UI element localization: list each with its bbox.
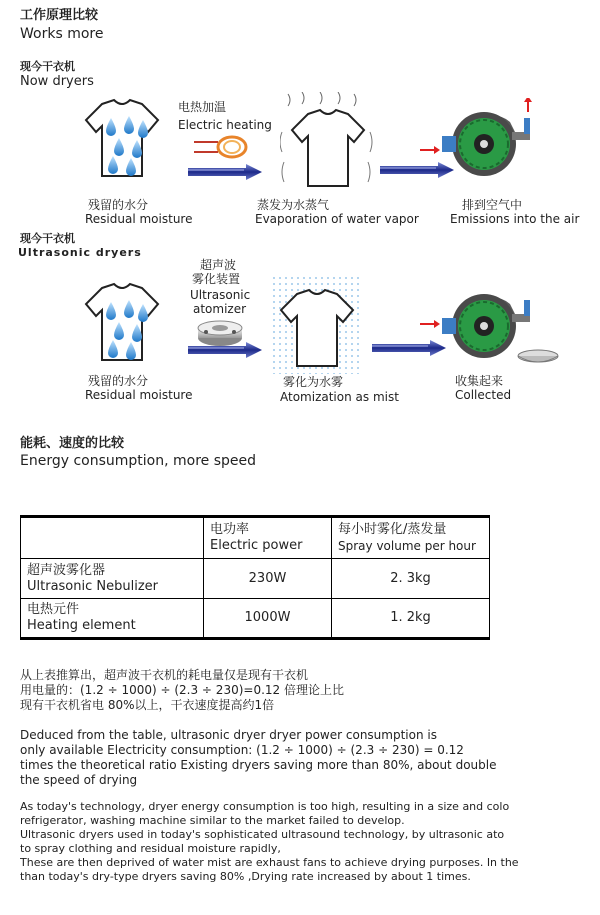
section1-title-en: Now dryers: [20, 74, 94, 89]
table-row: [21, 599, 490, 639]
description-line: to spray clothing and residual moisture rapidly,: [20, 842, 281, 855]
table-corner-cell: [21, 517, 204, 559]
row-power: 1000W: [204, 599, 332, 639]
conclusion-en-line: only available Electricity consumption: (1.2 ÷ 1000) ÷ (2.3 ÷ 230) = 0.12: [20, 743, 464, 757]
step2b-label-zh: 雾化为水雾: [283, 375, 344, 389]
wet-shirt-icon: [80, 282, 170, 374]
table-row: [21, 559, 490, 599]
step3-label-en: Emissions into the air: [450, 212, 580, 226]
description-line: Ultrasonic dryers used in today's sophisticated ultrasound technology, by ultrasonic ato: [20, 828, 505, 841]
header-spray-zh: 每小时雾化/蒸发量: [338, 522, 447, 537]
table-header-spray: [332, 517, 490, 559]
row-name: [21, 559, 204, 599]
step2-label-en: Evaporation of water vapor: [255, 212, 419, 226]
description-line: These are then deprived of water mist are exhaust fans to achieve drying purposes. In the: [20, 856, 519, 869]
step1-label-zh: 残留的水分: [88, 198, 149, 212]
heater-label-en: Electric heating: [178, 118, 272, 132]
step1b-label-en: Residual moisture: [85, 388, 193, 402]
header-spray-en: Spray volume per hour: [338, 539, 476, 553]
comparison-table: [20, 515, 490, 640]
section1-title-zh: 现今干衣机: [20, 60, 75, 73]
conclusion-zh: [20, 668, 344, 713]
step1b-label-zh: 残留的水分: [88, 374, 149, 388]
page-title-en: Works more: [20, 26, 104, 42]
atomizer-label-zh2: 雾化装置: [192, 272, 241, 286]
atomizer-label-en1: Ultrasonic: [190, 288, 251, 302]
row-name-zh: 电热元件: [27, 602, 80, 617]
step1-label-en: Residual moisture: [85, 212, 193, 226]
arrow-icon: [188, 164, 268, 182]
energy-title-en: Energy consumption, more speed: [20, 453, 257, 469]
row-power: 230W: [204, 559, 332, 599]
row-name-en: Ultrasonic Nebulizer: [27, 578, 158, 594]
row-spray: 1. 2kg: [332, 599, 490, 639]
step3b-label-zh: 收集起来: [455, 374, 504, 388]
conclusion-en-line: the speed of drying: [20, 773, 138, 787]
conclusion-en-line: times the theoretical ratio Existing dryers saving more than 80%, about double: [20, 758, 497, 772]
step3-label-zh: 排到空气中: [462, 198, 523, 212]
step2b-label-en: Atomization as mist: [280, 390, 399, 404]
section2-title-en: Ultrasonic dryers: [18, 246, 142, 259]
atomizer-label-en2: atomizer: [193, 302, 247, 316]
wet-shirt-icon: [80, 98, 170, 190]
conclusion-zh-line: 从上表推算出，超声波干衣机的耗电量仅是现有干衣机: [20, 668, 309, 682]
description-line: refrigerator, washing machine similar to the market failed to develop.: [20, 814, 405, 827]
header-power-zh: 电功率: [210, 522, 250, 537]
exhaust-fan-icon: [420, 98, 540, 188]
table-header-row: [21, 517, 490, 559]
arrow-icon: [188, 342, 268, 360]
misty-shirt-icon: [272, 276, 362, 374]
heating-coil-icon: [194, 132, 254, 162]
conclusion-en-line: Deduced from the table, ultrasonic dryer dryer power consumption is: [20, 728, 437, 742]
page-title-zh: 工作原理比较: [20, 8, 99, 23]
conclusion-en: [20, 728, 496, 788]
collector-fan-icon: [420, 290, 560, 370]
table-header-power: [204, 517, 332, 559]
description-line: As today's technology, dryer energy consumption is too high, resulting in a size and colo: [20, 800, 510, 813]
description-line: than today's dry-type dryers saving 80% ,Drying rate increased by about 1 times.: [20, 870, 471, 883]
atomizer-label-zh1: 超声波: [200, 258, 237, 272]
section2-title-zh: 现今干衣机: [20, 232, 75, 245]
conclusion-zh-line: 现有干衣机省电 80%以上，干衣速度提高约1倍: [20, 698, 275, 712]
heater-label-zh: 电热加温: [178, 100, 227, 114]
header-power-en: Electric power: [210, 538, 303, 553]
row-name-en: Heating element: [27, 618, 136, 633]
row-name: [21, 599, 204, 639]
step2-label-zh: 蒸发为水蒸气: [257, 198, 330, 212]
step3b-label-en: Collected: [455, 388, 512, 402]
steaming-shirt-icon: [280, 92, 376, 192]
description-paragraph: [20, 800, 540, 884]
energy-title-zh: 能耗、速度的比较: [20, 436, 125, 451]
row-name-zh: 超声波雾化器: [27, 562, 106, 578]
conclusion-zh-line: 用电量的：(1.2 ÷ 1000) ÷ (2.3 ÷ 230)=0.12 倍理论上比: [20, 683, 344, 697]
row-spray: 2. 3kg: [332, 559, 490, 599]
